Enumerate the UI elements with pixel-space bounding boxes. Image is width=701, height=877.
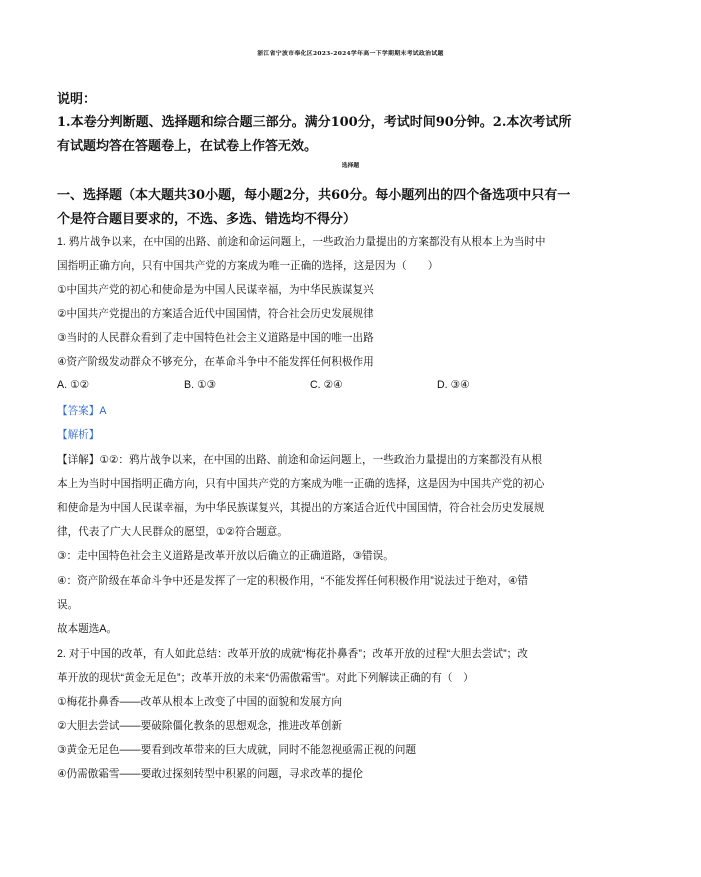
q1-answer: 【答案】A [57,405,107,417]
q2-statement-2: ②大胆去尝试——要破除僵化教条的思想观念，推进改革创新 [57,720,342,732]
notes-line-1: 1.本卷分判断题、选择题和综合题三部分。满分100分，考试时间90分钟。2.本次考试所 [57,115,572,130]
q1-detail-3: 和使命是为中国人民谋幸福，为中华民族谋复兴，其提出的方案适合近代中国国情，符合社会历史发展规 [57,502,545,514]
section-instruction-2: 个是符合题目要求的，不选、多选、错选均不得分） [57,212,357,227]
section-instruction-1: 一、选择题（本大题共30小题，每小题2分，共60分。每小题列出的四个备选项中只有一 [57,188,571,203]
q2-statement-3: ③黄金无足色——要看到改革带来的巨大成就，同时不能忽视亟需正视的问题 [57,744,417,756]
q1-statement-3: ③当时的人民群众看到了走中国特色社会主义道路是中国的唯一出路 [57,332,374,344]
q1-detail-4: 律，代表了广大人民群众的愿望，①②符合题意。 [57,526,288,538]
q2-stem-1: 2. 对于中国的改革，有人如此总结：改革开放的成就“梅花扑鼻香”；改革开放的过程“大胆去尝试”；改 [57,648,528,660]
q1-detail-2: 本上为当时中国指明正确方向，只有中国共产党的方案成为唯一正确的选择，这是因为中国共产党的初心 [57,478,545,490]
q1-option-d: D. ③④ [437,379,470,391]
q1-stem-1: 1. 鸦片战争以来，在中国的出路、前途和命运问题上，一些政治力量提出的方案都没有从根本上为当时中 [57,236,546,248]
notes-heading: 说明： [57,92,97,107]
q1-option-b: B. ①③ [184,379,216,391]
q2-stem-2: 革开放的现状“黄金无足色”；改革开放的未来“仍需傲霜雪”。对此下列解读正确的有（ ） [57,672,474,684]
q1-stem-2: 国指明正确方向，只有中国共产党的方案成为唯一正确的选择，这是因为（ ） [57,260,439,272]
page-title: 浙江省宁波市奉化区2023-2024学年高一下学期期末考试政治试题 [257,50,444,57]
q1-option-c: C. ②④ [310,379,343,391]
q1-detail-6: ④：资产阶级在革命斗争中还是发挥了一定的积极作用，“不能发挥任何积极作用”说法过于绝对，④错 [57,575,528,587]
q1-statement-4: ④资产阶级发动群众不够充分，在革命斗争中不能发挥任何积极作用 [57,356,374,368]
q1-statement-1: ①中国共产党的初心和使命是为中国人民谋幸福，为中华民族谋复兴 [57,284,374,296]
q1-detail-5: ③：走中国特色社会主义道路是改革开放以后确立的正确道路，③错误。 [57,550,394,562]
q2-statement-1: ①梅花扑鼻香——改革从根本上改变了中国的面貌和发展方向 [57,696,342,708]
q1-conclusion: 故本题选A。 [57,623,118,635]
q1-detail-1: 【详解】①②：鸦片战争以来，在中国的出路、前途和命运问题上，一些政治力量提出的方案都没有从根 [57,454,543,466]
q1-option-a: A. ①② [57,379,89,391]
q2-statement-4: ④仍需傲霜雪——要敢过探刻转型中积累的问题，寻求改革的提伦 [57,768,364,780]
section-heading: 选择题 [341,163,360,169]
notes-line-2: 有试题均答在答题卷上，在试卷上作答无效。 [57,139,318,154]
q1-analysis-tag: 【解析】 [57,429,100,441]
q1-statement-2: ②中国共产党提出的方案适合近代中国国情，符合社会历史发展规律 [57,308,374,320]
q1-detail-7: 误。 [57,599,79,611]
